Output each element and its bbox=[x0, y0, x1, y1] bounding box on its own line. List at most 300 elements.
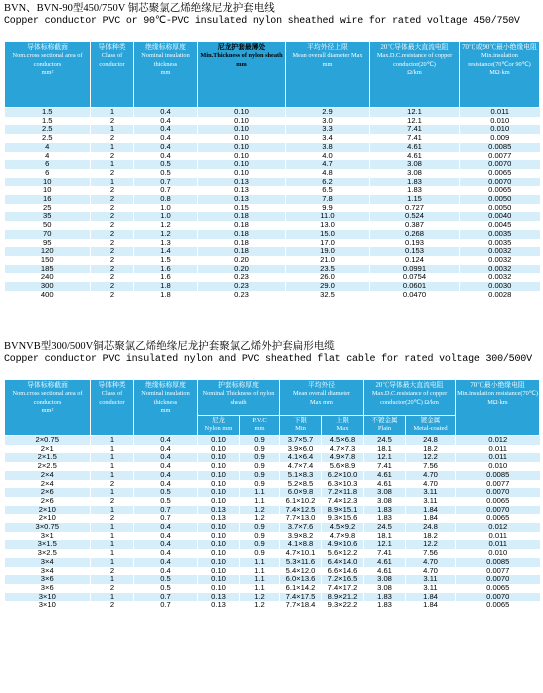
table-cell: 4.9×10.6 bbox=[322, 540, 364, 549]
table-row bbox=[5, 488, 540, 497]
table-row bbox=[5, 143, 540, 152]
table-cell: 0.0065 bbox=[460, 186, 540, 195]
table-row bbox=[5, 462, 540, 471]
table-cell: 400 bbox=[5, 291, 91, 300]
table-cell: 1.1 bbox=[240, 584, 280, 593]
table-cell: 6.0×13.6 bbox=[280, 575, 322, 584]
table-cell: 0.0754 bbox=[370, 273, 460, 282]
header-dc-resistance: 20℃导体最大直流电阻 Max.D.C.resistance of copper conductor(20℃) Ω/km bbox=[364, 380, 456, 416]
table-cell: 0.727 bbox=[370, 204, 460, 213]
table-cell: 24.5 bbox=[364, 523, 406, 532]
table-cell: 0.0040 bbox=[460, 212, 540, 221]
table-cell: 0.4 bbox=[134, 108, 198, 117]
table-cell: 1.2 bbox=[134, 230, 198, 239]
table-cell: 6.1×14.2 bbox=[280, 584, 322, 593]
table-cell: 4.9×7.8 bbox=[322, 453, 364, 462]
table-cell: 23.5 bbox=[286, 265, 370, 274]
table-cell: 2×10 bbox=[5, 514, 91, 523]
table-cell: 0.0077 bbox=[460, 152, 540, 161]
header-conductor-class: 导体种类 Class of conductor bbox=[91, 380, 134, 436]
table-row bbox=[5, 540, 540, 549]
table-cell: 2×0.75 bbox=[5, 436, 91, 445]
table-cell: 2 bbox=[91, 169, 134, 178]
table-cell: 4.70 bbox=[406, 558, 456, 567]
table-cell: 4.61 bbox=[370, 143, 460, 152]
table-cell: 3×4 bbox=[5, 567, 91, 576]
table-cell: 0.10 bbox=[198, 540, 240, 549]
table-cell: 3.11 bbox=[406, 584, 456, 593]
table-cell: 7.2×11.8 bbox=[322, 488, 364, 497]
table-row bbox=[5, 152, 540, 161]
table-cell: 1.1 bbox=[240, 567, 280, 576]
table-cell: 0.4 bbox=[134, 117, 198, 126]
table-cell: 0.18 bbox=[198, 230, 286, 239]
table-row bbox=[5, 239, 540, 248]
table-cell: 0.9 bbox=[240, 540, 280, 549]
table-cell: 0.18 bbox=[198, 247, 286, 256]
table-cell: 21.0 bbox=[286, 256, 370, 265]
table-cell: 1.8 bbox=[134, 282, 198, 291]
table-row bbox=[5, 567, 540, 576]
table-row bbox=[5, 584, 540, 593]
table-cell: 4.7×10.1 bbox=[280, 549, 322, 558]
table-cell: 0.9 bbox=[240, 471, 280, 480]
table-cell: 8.9×21.2 bbox=[322, 593, 364, 602]
table-cell: 1.84 bbox=[406, 514, 456, 523]
table-cell: 6.3×10.3 bbox=[322, 480, 364, 489]
table-row bbox=[5, 117, 540, 126]
table-cell: 0.0050 bbox=[460, 204, 540, 213]
table-cell: 3.08 bbox=[364, 584, 406, 593]
table-cell: 2.5 bbox=[5, 134, 91, 143]
table-cell: 1.1 bbox=[240, 488, 280, 497]
table-cell: 12.1 bbox=[370, 108, 460, 117]
table-row bbox=[5, 497, 540, 506]
table-cell: 3×0.75 bbox=[5, 523, 91, 532]
header-insulation-resistance: 70℃或90℃最小绝缘电阻 Min.insulation resistance(70℃or 90℃) MΩ·km bbox=[460, 42, 540, 108]
table-cell: 0.0085 bbox=[456, 558, 540, 567]
header-nominal-area: 导体标称截面 Nom.cross sectional area of conductors mm² bbox=[5, 380, 91, 436]
table-cell: 7.41 bbox=[370, 125, 460, 134]
table-cell: 6.2 bbox=[286, 178, 370, 187]
table-row bbox=[5, 593, 540, 602]
table-cell: 0.0070 bbox=[456, 506, 540, 515]
table-cell: 12.2 bbox=[406, 540, 456, 549]
table-cell: 300 bbox=[5, 282, 91, 291]
table-row bbox=[5, 204, 540, 213]
table-cell: 1.83 bbox=[370, 186, 460, 195]
table-cell: 7.41 bbox=[364, 549, 406, 558]
table-cell: 7.56 bbox=[406, 462, 456, 471]
table-cell: 0.0065 bbox=[456, 514, 540, 523]
table-cell: 0.5 bbox=[134, 160, 198, 169]
table-cell: 18.1 bbox=[364, 445, 406, 454]
header-insulation-thickness: 绝缘标称厚度 Nominal insulation thickness mm bbox=[134, 42, 198, 108]
table-cell: 1 bbox=[91, 178, 134, 187]
header-insulation-thickness: 绝缘标称厚度 Nominal insulation thickness mm bbox=[134, 380, 198, 436]
subheader-upper: 上限 Max bbox=[322, 416, 364, 436]
table-cell: 0.010 bbox=[460, 117, 540, 126]
table-cell: 0.13 bbox=[198, 186, 286, 195]
table-cell: 2×4 bbox=[5, 480, 91, 489]
subheader-pvc: P.V.C mm bbox=[240, 416, 280, 436]
table-cell: 240 bbox=[5, 273, 91, 282]
table-cell: 0.011 bbox=[456, 445, 540, 454]
table-cell: 35 bbox=[5, 212, 91, 221]
table-cell: 1 bbox=[91, 593, 134, 602]
table-cell: 4.5×6.8 bbox=[322, 436, 364, 445]
table-cell: 1 bbox=[91, 108, 134, 117]
table-cell: 1 bbox=[91, 160, 134, 169]
table-cell: 3.11 bbox=[406, 488, 456, 497]
table-cell: 0.011 bbox=[456, 540, 540, 549]
table-cell: 18.2 bbox=[406, 532, 456, 541]
table-cell: 4.70 bbox=[406, 480, 456, 489]
table-row bbox=[5, 558, 540, 567]
table-cell: 3×1.5 bbox=[5, 540, 91, 549]
table-cell: 0.10 bbox=[198, 567, 240, 576]
table-cell: 4.70 bbox=[406, 567, 456, 576]
table-cell: 0.10 bbox=[198, 584, 240, 593]
table-cell: 4.1×8.8 bbox=[280, 540, 322, 549]
table-cell: 0.9 bbox=[240, 480, 280, 489]
table-cell: 2 bbox=[91, 256, 134, 265]
table-cell: 0.10 bbox=[198, 471, 240, 480]
table-cell: 2×1.5 bbox=[5, 453, 91, 462]
table-cell: 0.0070 bbox=[456, 575, 540, 584]
table-cell: 1.83 bbox=[364, 506, 406, 515]
table-cell: 1 bbox=[91, 488, 134, 497]
table-cell: 7.7×18.4 bbox=[280, 601, 322, 610]
table-cell: 0.10 bbox=[198, 445, 240, 454]
table-cell: 0.124 bbox=[370, 256, 460, 265]
table-cell: 1.3 bbox=[134, 239, 198, 248]
table-row bbox=[5, 160, 540, 169]
table-cell: 2×6 bbox=[5, 497, 91, 506]
table-cell: 6.5 bbox=[286, 186, 370, 195]
table-cell: 0.7 bbox=[134, 186, 198, 195]
table-row bbox=[5, 108, 540, 117]
table-cell: 2×2.5 bbox=[5, 462, 91, 471]
table-cell: 15.0 bbox=[286, 230, 370, 239]
table-cell: 0.7 bbox=[134, 601, 198, 610]
table-cell: 5.1×8.3 bbox=[280, 471, 322, 480]
table-cell: 2 bbox=[91, 497, 134, 506]
table-cell: 0.10 bbox=[198, 134, 286, 143]
table-cell: 0.0032 bbox=[460, 247, 540, 256]
table-cell: 3.4 bbox=[286, 134, 370, 143]
table-cell: 16 bbox=[5, 195, 91, 204]
table-cell: 0.010 bbox=[456, 549, 540, 558]
table-cell: 1 bbox=[91, 523, 134, 532]
table-cell: 0.9 bbox=[240, 445, 280, 454]
table-cell: 2 bbox=[91, 584, 134, 593]
table-cell: 0.10 bbox=[198, 462, 240, 471]
table-cell: 0.7 bbox=[134, 506, 198, 515]
table-cell: 1.84 bbox=[406, 593, 456, 602]
table-cell: 1.5 bbox=[134, 256, 198, 265]
table-cell: 0.387 bbox=[370, 221, 460, 230]
table-cell: 0.011 bbox=[456, 453, 540, 462]
table-cell: 0.10 bbox=[198, 117, 286, 126]
table-cell: 3×2.5 bbox=[5, 549, 91, 558]
table-cell: 0.0085 bbox=[456, 471, 540, 480]
table-cell: 3.08 bbox=[364, 497, 406, 506]
table-cell: 0.012 bbox=[456, 523, 540, 532]
table-cell: 4.61 bbox=[364, 558, 406, 567]
table-cell: 0.0035 bbox=[460, 239, 540, 248]
table-cell: 70 bbox=[5, 230, 91, 239]
table-cell: 2 bbox=[91, 514, 134, 523]
table-cell: 1 bbox=[91, 471, 134, 480]
table-cell: 24.5 bbox=[364, 436, 406, 445]
table-cell: 0.4 bbox=[134, 125, 198, 134]
table-cell: 0.5 bbox=[134, 169, 198, 178]
table-cell: 0.5 bbox=[134, 584, 198, 593]
table-row bbox=[5, 471, 540, 480]
table-cell: 1.6 bbox=[134, 265, 198, 274]
table-cell: 0.13 bbox=[198, 195, 286, 204]
table-cell: 1 bbox=[91, 125, 134, 134]
table-cell: 4.5×9.2 bbox=[322, 523, 364, 532]
table-cell: 1.1 bbox=[240, 558, 280, 567]
table-cell: 11.0 bbox=[286, 212, 370, 221]
table-cell: 1.2 bbox=[240, 601, 280, 610]
header-conductor-class: 导体种类 Class of conductor bbox=[91, 42, 134, 108]
table-cell: 3.7×7.6 bbox=[280, 523, 322, 532]
table-cell: 3×10 bbox=[5, 593, 91, 602]
table-cell: 0.9 bbox=[240, 462, 280, 471]
table-cell: 4.1×6.4 bbox=[280, 453, 322, 462]
table-cell: 0.5 bbox=[134, 488, 198, 497]
table-cell: 0.18 bbox=[198, 239, 286, 248]
table-cell: 0.7 bbox=[134, 514, 198, 523]
table-cell: 0.4 bbox=[134, 549, 198, 558]
table-cell: 0.10 bbox=[198, 488, 240, 497]
table-row bbox=[5, 186, 540, 195]
table-cell: 0.0470 bbox=[370, 291, 460, 300]
table-cell: 1 bbox=[91, 540, 134, 549]
table-cell: 0.10 bbox=[198, 152, 286, 161]
table-row bbox=[5, 256, 540, 265]
table-cell: 0.0045 bbox=[460, 221, 540, 230]
table-row bbox=[5, 506, 540, 515]
table-cell: 2×4 bbox=[5, 471, 91, 480]
bvnvb-spec-table bbox=[4, 379, 540, 610]
table-cell: 2×1 bbox=[5, 445, 91, 454]
table-row bbox=[5, 523, 540, 532]
table-cell: 120 bbox=[5, 247, 91, 256]
table-cell: 3×4 bbox=[5, 558, 91, 567]
table-cell: 0.5 bbox=[134, 575, 198, 584]
table-cell: 7.8 bbox=[286, 195, 370, 204]
header-dc-resistance: 20℃导体最大直流电阻 Max.D.C.resistance of copper conductor(20℃) Ω/km bbox=[370, 42, 460, 108]
table-cell: 0.0077 bbox=[456, 480, 540, 489]
table-cell: 3.8 bbox=[286, 143, 370, 152]
table-cell: 3×6 bbox=[5, 575, 91, 584]
table-cell: 0.0065 bbox=[456, 584, 540, 593]
table-row bbox=[5, 195, 540, 204]
table-cell: 0.0050 bbox=[460, 195, 540, 204]
table-cell: 12.1 bbox=[364, 540, 406, 549]
table-cell: 0.9 bbox=[240, 549, 280, 558]
table-cell: 1.1 bbox=[240, 575, 280, 584]
table-cell: 2 bbox=[91, 230, 134, 239]
table-cell: 26.0 bbox=[286, 273, 370, 282]
table-cell: 7.2×16.5 bbox=[322, 575, 364, 584]
table-cell: 0.9 bbox=[240, 436, 280, 445]
table-cell: 2 bbox=[91, 186, 134, 195]
table-cell: 0.0032 bbox=[460, 273, 540, 282]
table-cell: 4.61 bbox=[364, 471, 406, 480]
table-cell: 1 bbox=[91, 462, 134, 471]
table-cell: 5.6×12.2 bbox=[322, 549, 364, 558]
table-cell: 95 bbox=[5, 239, 91, 248]
table-cell: 2 bbox=[91, 480, 134, 489]
table-cell: 0.8 bbox=[134, 195, 198, 204]
subheader-plain: 不镀金属 Plain bbox=[364, 416, 406, 436]
table-cell: 0.10 bbox=[198, 480, 240, 489]
table-cell: 5.3×11.6 bbox=[280, 558, 322, 567]
table-cell: 0.011 bbox=[456, 532, 540, 541]
table-cell: 0.13 bbox=[198, 601, 240, 610]
table-cell: 2.9 bbox=[286, 108, 370, 117]
table-cell: 0.0035 bbox=[460, 230, 540, 239]
table-cell: 3.7×5.7 bbox=[280, 436, 322, 445]
subheader-coated: 镀金属 Metal-coated bbox=[406, 416, 456, 436]
table-cell: 2 bbox=[91, 134, 134, 143]
table-row bbox=[5, 453, 540, 462]
table-cell: 17.0 bbox=[286, 239, 370, 248]
table-cell: 4.61 bbox=[364, 480, 406, 489]
table-row bbox=[5, 436, 540, 445]
section1-title-en: Copper conductor PVC or 90℃-PVC insulated nylon sheathed wire for rated voltage 450/750V bbox=[4, 16, 520, 27]
table-cell: 0.13 bbox=[198, 506, 240, 515]
table-cell: 0.10 bbox=[198, 532, 240, 541]
table-row bbox=[5, 212, 540, 221]
table-cell: 1.2 bbox=[240, 514, 280, 523]
table-cell: 2 bbox=[91, 247, 134, 256]
table-cell: 12.1 bbox=[370, 117, 460, 126]
bvn-spec-table bbox=[4, 41, 540, 299]
table-cell: 2 bbox=[91, 239, 134, 248]
table-cell: 1.83 bbox=[364, 593, 406, 602]
table-cell: 0.10 bbox=[198, 169, 286, 178]
table-cell: 9.3×15.6 bbox=[322, 514, 364, 523]
table-cell: 0.4 bbox=[134, 453, 198, 462]
table-cell: 4 bbox=[5, 152, 91, 161]
table-cell: 8.9×15.1 bbox=[322, 506, 364, 515]
table-cell: 6 bbox=[5, 160, 91, 169]
table-cell: 0.10 bbox=[198, 125, 286, 134]
table-cell: 1 bbox=[91, 453, 134, 462]
table-cell: 0.524 bbox=[370, 212, 460, 221]
table-cell: 7.4×17.5 bbox=[280, 593, 322, 602]
table-cell: 0.9 bbox=[240, 453, 280, 462]
table-cell: 0.153 bbox=[370, 247, 460, 256]
table-cell: 5.4×12.0 bbox=[280, 567, 322, 576]
table-cell: 6.1×10.2 bbox=[280, 497, 322, 506]
section2-title-cn: BVNVB型300/500V铜芯聚氯乙烯绝缘尼龙护套聚氯乙烯外护套扁形电缆 bbox=[4, 341, 335, 352]
table-cell: 1.0 bbox=[134, 204, 198, 213]
table-cell: 6.0×9.8 bbox=[280, 488, 322, 497]
table-cell: 2 bbox=[91, 567, 134, 576]
header-nylon-sheath: 尼龙护套最薄处 Min.Thickness of nylon sheath mm bbox=[198, 42, 286, 108]
table-cell: 1.6 bbox=[134, 273, 198, 282]
table-cell: 7.56 bbox=[406, 549, 456, 558]
table-cell: 7.4×12.3 bbox=[322, 497, 364, 506]
table-row bbox=[5, 601, 540, 610]
table-cell: 2 bbox=[91, 282, 134, 291]
header-sheath-thickness: 护套标称厚度 Nominal Thickness of nylon sheath bbox=[198, 380, 280, 416]
table-cell: 3×6 bbox=[5, 584, 91, 593]
table-cell: 2 bbox=[91, 273, 134, 282]
table-cell: 12.2 bbox=[406, 453, 456, 462]
table-cell: 0.23 bbox=[198, 273, 286, 282]
table-cell: 7.4×17.2 bbox=[322, 584, 364, 593]
table-cell: 5.2×8.5 bbox=[280, 480, 322, 489]
table-cell: 0.268 bbox=[370, 230, 460, 239]
table-cell: 0.4 bbox=[134, 462, 198, 471]
table-cell: 3.9×6.0 bbox=[280, 445, 322, 454]
table-row bbox=[5, 532, 540, 541]
table-cell: 0.7 bbox=[134, 178, 198, 187]
header-mean-diameter: 平均外径 Mean overall diameter Max mm bbox=[280, 380, 364, 416]
header-overall-diameter: 平均外径上限 Mean overall diameter Max mm bbox=[286, 42, 370, 108]
table-cell: 0.010 bbox=[460, 125, 540, 134]
table-cell: 0.23 bbox=[198, 282, 286, 291]
table-cell: 4.7×7.4 bbox=[280, 462, 322, 471]
table-cell: 3.08 bbox=[370, 169, 460, 178]
table-cell: 2 bbox=[91, 265, 134, 274]
table-cell: 3.08 bbox=[370, 160, 460, 169]
table-cell: 0.0070 bbox=[456, 593, 540, 602]
table-cell: 4.61 bbox=[364, 567, 406, 576]
table-row bbox=[5, 291, 540, 300]
table-cell: 10 bbox=[5, 186, 91, 195]
table-cell: 3.11 bbox=[406, 575, 456, 584]
table-cell: 0.20 bbox=[198, 265, 286, 274]
table-cell: 0.0065 bbox=[460, 169, 540, 178]
table-cell: 7.41 bbox=[364, 462, 406, 471]
table-cell: 7.41 bbox=[370, 134, 460, 143]
table-row bbox=[5, 178, 540, 187]
table-cell: 0.4 bbox=[134, 480, 198, 489]
table-cell: 1.83 bbox=[370, 178, 460, 187]
table-cell: 1.1 bbox=[240, 497, 280, 506]
header-insulation-resistance: 70℃最小绝缘电阻 Min.insulation resistance(70℃) MΩ·km bbox=[456, 380, 540, 436]
table-cell: 2 bbox=[91, 291, 134, 300]
table-cell: 1 bbox=[91, 436, 134, 445]
table-cell: 0.0032 bbox=[460, 256, 540, 265]
table-cell: 1.2 bbox=[240, 506, 280, 515]
table-cell: 3×1 bbox=[5, 532, 91, 541]
table-cell: 4.70 bbox=[406, 471, 456, 480]
table-cell: 5.6×8.9 bbox=[322, 462, 364, 471]
table-cell: 2×10 bbox=[5, 506, 91, 515]
table-cell: 0.10 bbox=[198, 497, 240, 506]
table-cell: 3.08 bbox=[364, 488, 406, 497]
table-row bbox=[5, 514, 540, 523]
table-cell: 0.4 bbox=[134, 436, 198, 445]
table-cell: 2 bbox=[91, 221, 134, 230]
table-cell: 4.8 bbox=[286, 169, 370, 178]
table-cell: 0.010 bbox=[456, 462, 540, 471]
table-row bbox=[5, 221, 540, 230]
table-cell: 18.1 bbox=[364, 532, 406, 541]
table-row bbox=[5, 230, 540, 239]
table-cell: 0.13 bbox=[198, 593, 240, 602]
